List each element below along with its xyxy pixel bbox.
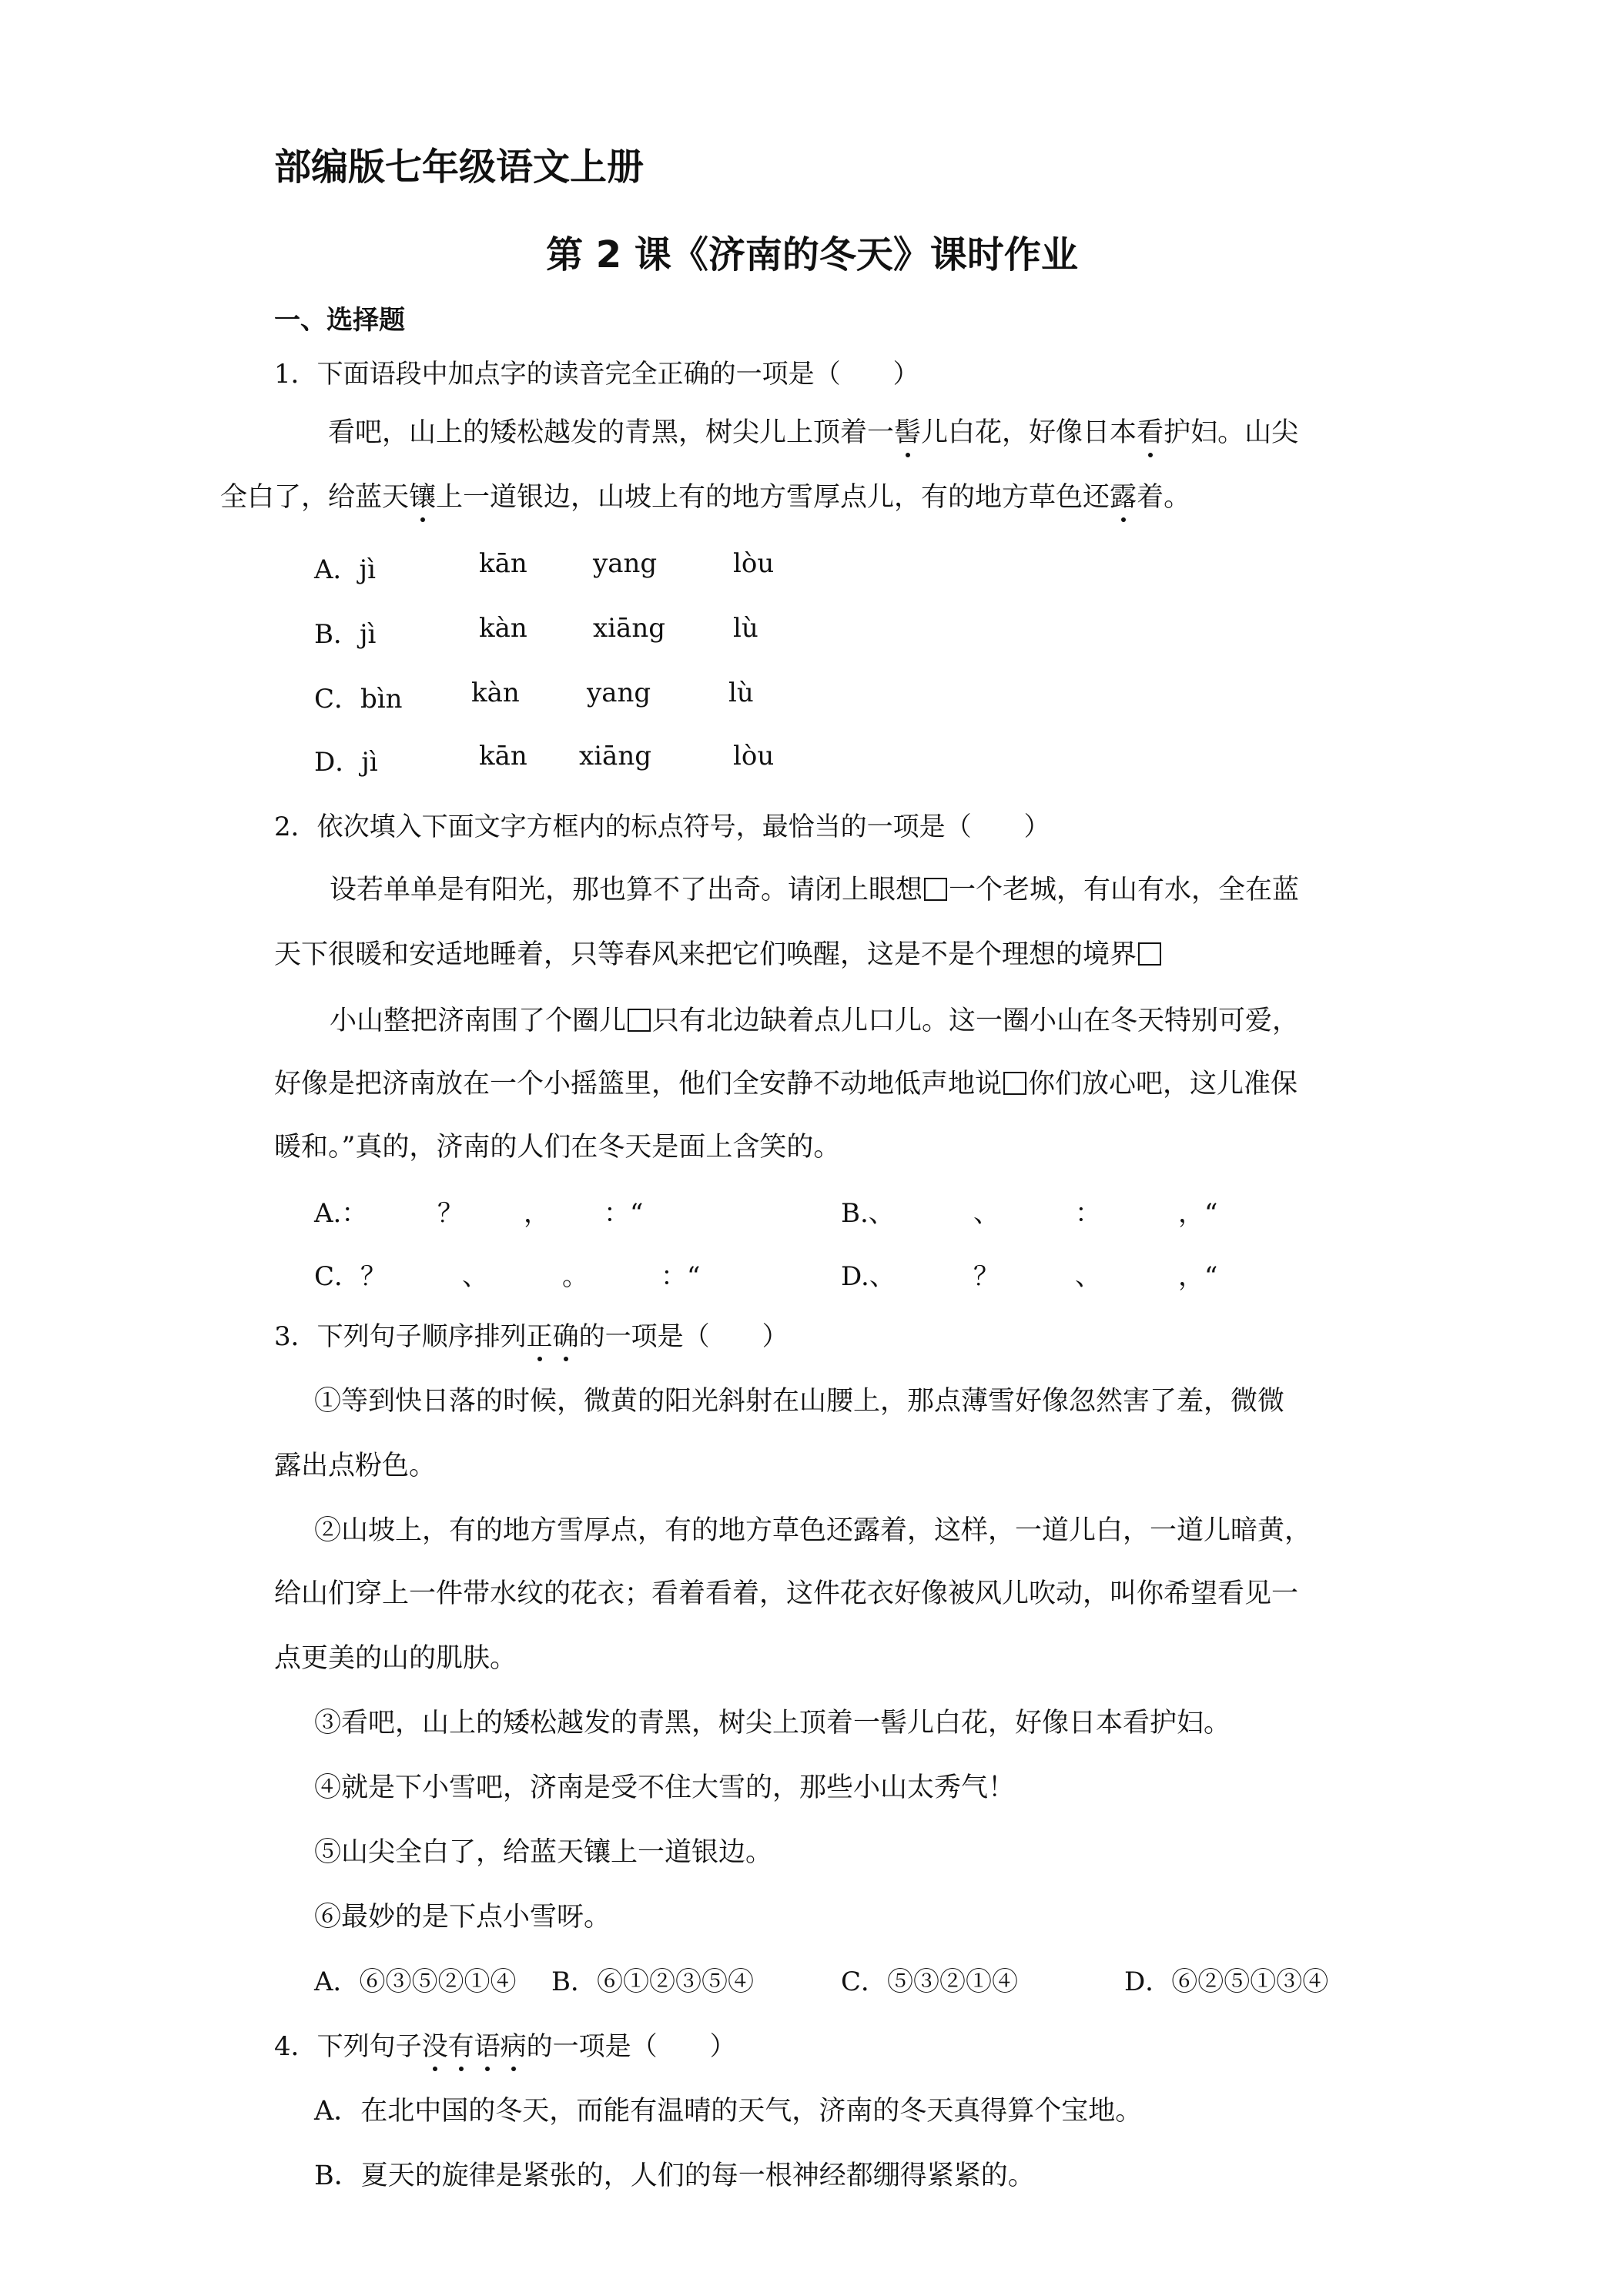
lesson-title: 第 2 课《济南的冬天》课时作业: [546, 233, 1078, 276]
q3-sentence-6: ⑥最妙的是下点小雪呀。: [314, 1902, 611, 1933]
question-1-passage: 看吧，山上的矮松越发的青黑，树尖儿上顶着一髻儿白花，好像日本看护妇。山尖 全白了，给蓝天镶上一道银边，山坡上有的地方雪厚点儿，有的地方草色还露着。: [220, 417, 1299, 513]
question-4-stem: 4．下列句子没有语病的一项是（ ）: [274, 2031, 736, 2062]
q3-sentence-1: ①等到快日落的时候，微黄的阳光斜射在山腰上，那点薄雪好像忽然害了羞，微微: [314, 1386, 1285, 1417]
q1-option-d-3: xiāng: [579, 741, 651, 771]
section-heading: 一、选择题: [274, 305, 405, 336]
q4-option-a: A．在北中国的冬天，而能有温晴的天气，济南的冬天真得算个宝地。: [314, 2096, 1143, 2127]
q1-option-c-label: C．bìn: [314, 684, 403, 715]
q2-option-b-2: 、: [973, 1198, 1000, 1229]
q1-option-d-4: lòu: [733, 741, 775, 771]
q1-option-d-label: D．jì: [314, 747, 378, 778]
q2-option-c-2: 、: [462, 1261, 488, 1292]
q2-option-b-4: ，“: [1178, 1198, 1218, 1229]
q3-sentence-2-cont: 给山们穿上一件带水纹的花衣；看着看着，这件花衣好像被风儿吹动，叫你希望看见一: [274, 1578, 1299, 1609]
q2-option-a-2: ？: [437, 1198, 464, 1229]
q2-option-b-label: B.、: [841, 1198, 895, 1229]
q1-option-c-2: kàn: [471, 678, 520, 708]
q2-option-d-3: 、: [1075, 1261, 1101, 1292]
q2-line-5: 暖和。”真的，济南的人们在冬天是面上含笑的。: [274, 1132, 841, 1163]
dotted-char: 镶: [409, 482, 437, 513]
q2-line-2: 天下很暖和安适地睡着，只等春风来把它们唤醒，这是不是个理想的境界: [274, 933, 1163, 972]
document-title: 部编版七年级语文上册: [274, 146, 645, 189]
dotted-char: 有: [447, 2031, 474, 2062]
q3-option-a: A．⑥③⑤②①④: [314, 1966, 517, 1997]
q1-option-b-2: kàn: [479, 613, 527, 644]
dotted-char: 正: [526, 1321, 553, 1352]
q2-line-4: 好像是把济南放在一个小摇篮里，他们全安静不动地低声地说 你们放心吧，这儿准保: [274, 1069, 1298, 1099]
question-2-stem: 2．依次填入下面文字方框内的标点符号，最恰当的一项是（ ）: [274, 812, 1050, 842]
q1-option-a-4: lòu: [733, 548, 775, 579]
q2-line-3: 小山整把济南围了个圈儿 只有北边缺着点儿口儿。这一圈小山在冬天特别可爱，: [330, 1006, 1300, 1036]
q3-option-c: C．⑤③②①④: [841, 1966, 1019, 1997]
q2-option-c-label: C．？: [314, 1261, 387, 1292]
q3-sentence-4: ④就是下小雪吧，济南是受不住大雪的，那些小山太秀气！: [314, 1772, 1016, 1803]
q3-option-d: D．⑥②⑤①③④: [1124, 1966, 1329, 1997]
q2-option-a-4: ：“: [604, 1198, 644, 1229]
blank-box: [1138, 942, 1161, 966]
dotted-char: 语: [474, 2031, 501, 2062]
q1-option-a-3: yang: [593, 548, 658, 579]
q2-option-d-2: ？: [973, 1261, 1000, 1292]
q1-option-b-3: xiāng: [593, 613, 665, 644]
q1-option-a-2: kān: [479, 548, 527, 579]
q2-line-1: 设若单单是有阳光，那也算不了出奇。请闭上眼想 一个老城，有山有水，全在蓝: [330, 875, 1300, 905]
q2-option-a-3: ，: [524, 1198, 550, 1229]
dotted-char: 没: [421, 2031, 448, 2062]
blank-box: [924, 878, 947, 901]
q1-option-d-2: kān: [479, 741, 527, 771]
question-1-stem: 1．下面语段中加点字的读音完全正确的一项是（ ）: [274, 359, 919, 390]
q3-sentence-3: ③看吧，山上的矮松越发的青黑，树尖上顶着一髻儿白花，好像日本看护妇。: [314, 1708, 1231, 1739]
q2-option-d-label: D.、: [841, 1261, 896, 1292]
q1-option-b-4: lù: [733, 613, 758, 644]
q3-option-b: B．⑥①②③⑤④: [551, 1966, 754, 1997]
dotted-char: 病: [500, 2031, 527, 2062]
q1-option-a-label: A．jì: [314, 554, 376, 585]
q2-option-c-4: ：“: [661, 1261, 701, 1292]
q3-sentence-2-cont2: 点更美的山的肌肤。: [274, 1643, 517, 1674]
q2-option-c-3: 。: [562, 1261, 588, 1292]
q4-option-b: B．夏天的旋律是紧张的，人们的每一根神经都绷得紧紧的。: [314, 2160, 1035, 2191]
q1-option-b-label: B．jì: [314, 619, 377, 650]
q3-sentence-2: ②山坡上，有的地方雪厚点，有的地方草色还露着，这样，一道儿白，一道儿暗黄，: [314, 1515, 1312, 1546]
question-3-stem: 3．下列句子顺序排列正确的一项是（ ）: [274, 1321, 789, 1352]
q2-option-d-4: ，“: [1178, 1261, 1218, 1292]
dotted-char: 确: [552, 1321, 579, 1352]
dotted-char: 露: [1110, 482, 1137, 513]
blank-box: [628, 1009, 651, 1032]
q2-option-b-3: ：: [1075, 1198, 1101, 1229]
q1-option-c-3: yang: [587, 678, 651, 708]
q2-option-a-label: A.：: [314, 1198, 368, 1229]
q3-sentence-5: ⑤山尖全白了，给蓝天镶上一道银边。: [314, 1837, 773, 1868]
dotted-char: 看: [1137, 417, 1164, 448]
q3-sentence-1-cont: 露出点粉色。: [274, 1451, 437, 1481]
dotted-char: 髻: [894, 417, 922, 448]
blank-box: [1003, 1072, 1026, 1095]
q1-option-c-4: lù: [728, 678, 754, 708]
